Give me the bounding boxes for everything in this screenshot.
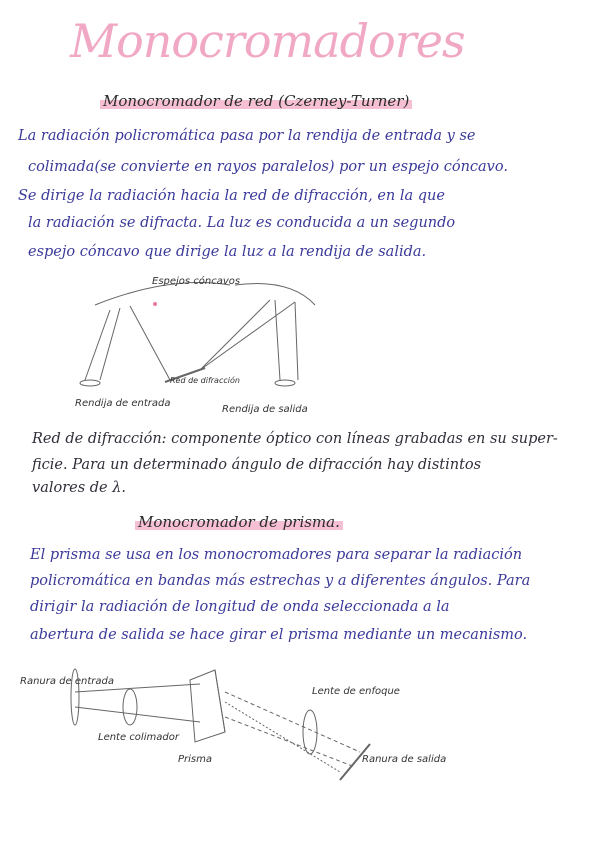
section2-heading: Monocromador de prisma.	[135, 513, 343, 531]
section2-line: policromática en bandas más estrechas y a diferentes ángulos. Para	[30, 573, 531, 589]
prism-shape	[190, 670, 225, 742]
czerny-turner-diagram	[70, 270, 340, 420]
page-title: Monocromadores	[70, 14, 465, 68]
grating-line: valores de λ.	[32, 480, 127, 496]
grating-line: ficie. Para un determinado ángulo de difracción hay distintos	[32, 457, 482, 473]
grating-label: Red de difracción	[170, 376, 240, 385]
entrance-slit-label: Rendija de entrada	[75, 398, 171, 409]
collimator-lens-shape	[123, 689, 137, 725]
section2-line: El prisma se usa en los monocromadores para separar la radiación	[30, 547, 523, 563]
exit-slit-shape	[275, 380, 295, 386]
focus-lens-label: Lente de enfoque	[312, 686, 400, 697]
entrance-label: Ranura de entrada	[20, 676, 114, 687]
section1-line: La radiación policromática pasa por la rendija de entrada y se	[18, 128, 476, 144]
entrance-slit-shape	[80, 380, 100, 386]
section1-line: colimada(se convierte en rayos paralelos) por un espejo cóncavo.	[28, 159, 508, 175]
light-source-dot	[153, 302, 157, 306]
section1-heading: Monocromador de red (Czerney-Turner)	[100, 92, 412, 110]
grating-line: Red de difracción: componente óptico con líneas grabadas en su super-	[32, 431, 558, 447]
section1-line: Se dirige la radiación hacia la red de difracción, en la que	[18, 188, 445, 204]
section1-line: la radiación se difracta. La luz es conducida a un segundo	[28, 215, 456, 231]
section2-line: dirigir la radiación de longitud de onda seleccionada a la	[30, 599, 450, 615]
collimator-label: Lente colimador	[98, 732, 179, 743]
section2-line: abertura de salida se hace girar el prisma mediante un mecanismo.	[30, 627, 528, 643]
mirrors-label: Espejos cóncavos	[152, 276, 241, 287]
section1-line: espejo cóncavo que dirige la luz a la rendija de salida.	[28, 244, 427, 260]
prism-label: Prisma	[178, 754, 212, 765]
prism-diagram	[20, 662, 447, 787]
exit-label: Ranura de salida	[362, 754, 447, 765]
exit-slit-label: Rendija de salida	[222, 404, 308, 415]
